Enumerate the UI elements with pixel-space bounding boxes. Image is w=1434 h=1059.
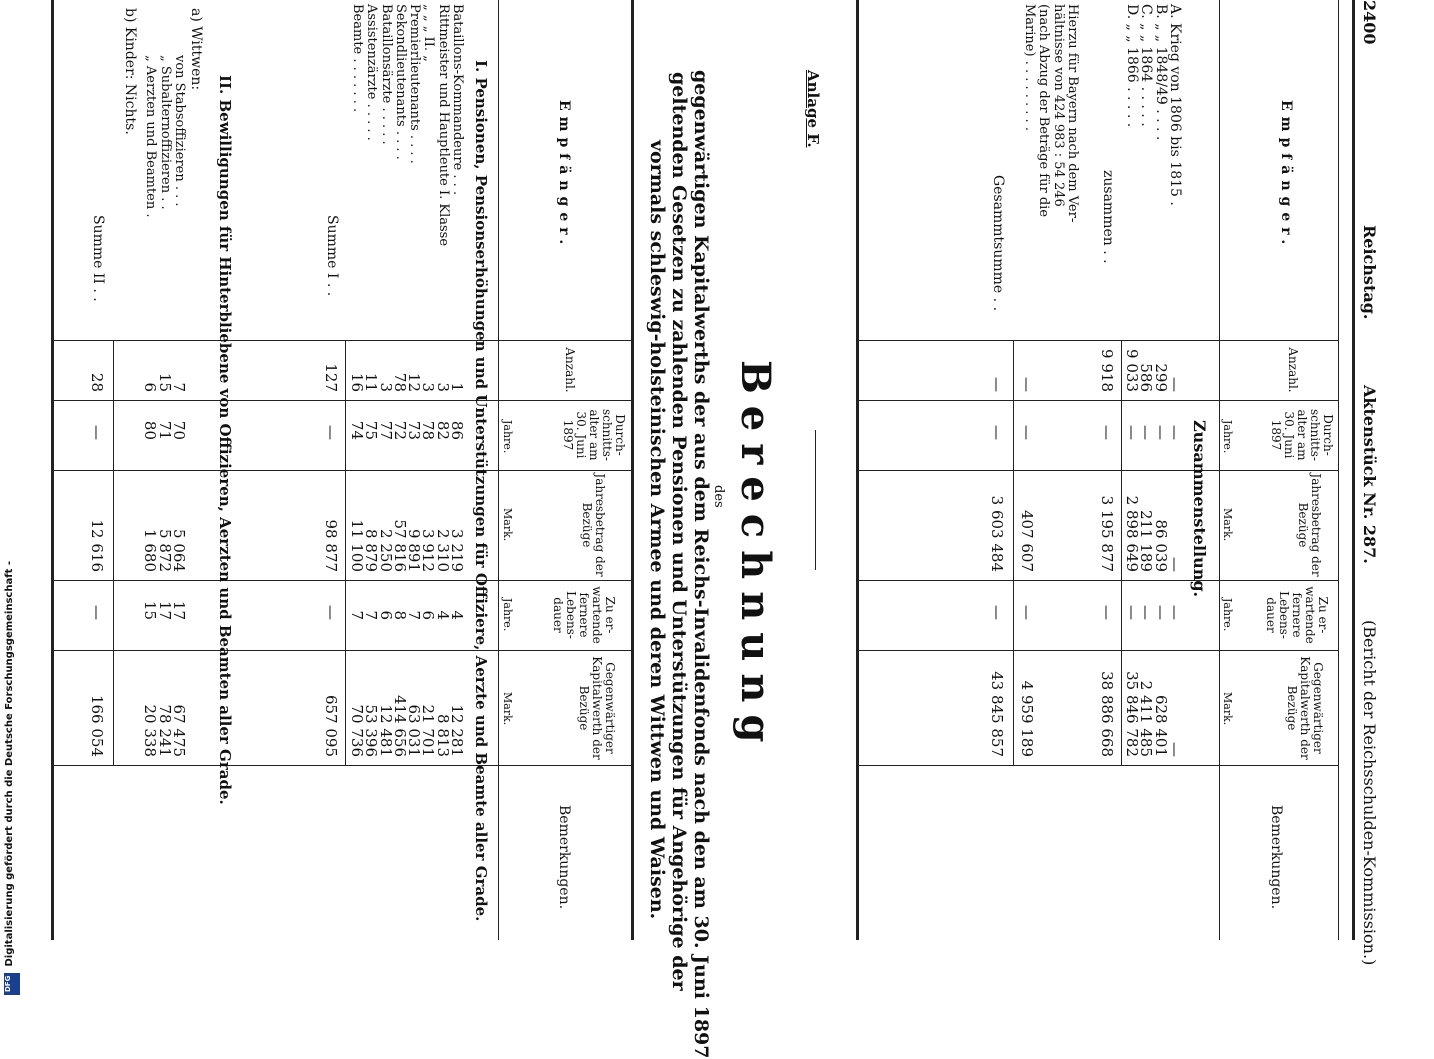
col-count-header: Anzahl. [1286,347,1300,393]
intro-text: gegenwärtigen Kapitalwerths der aus dem Reichs-Invalidenfonds nach den am 30. Juni 1897 geltenden Gesetzen zu zahlenden Pensionen und Unterstützungen für Angehörige der vormals schleswig-holsteinischen Armee und deren Wittwen und Waisen. [646,70,712,1059]
col-age-header: Durch-schnitts-alter am 30. Juni 1897 [1269,408,1335,462]
section1-duration-col: 4 4 6 7 8 6 7 7 [347,610,466,620]
header-rule [1352,0,1355,940]
section1-annual-col: 3 219 2 310 3 912 9 891 57 816 2 250 8 879 11 100 [347,519,466,572]
col-annual-unit: Mark. [1221,508,1234,542]
bavaria-count: — [1018,377,1036,392]
header-right: (Bericht der Reichsschulden-Kommission.) [1360,620,1379,966]
main-col-annual-unit: Mark. [501,508,514,542]
bavaria-annual: 407 607 [1018,509,1036,572]
subtotal-label: zusammen . . [1100,170,1116,264]
col-recipient-header: Empfänger. [1278,100,1294,251]
header-left: Reichstag. [1360,225,1379,320]
list-item: Premierlieutenants . . . . [407,4,423,164]
section1-title: I. Pensionen, Pensionserhöhungen und Unterstützungen für Offiziere, Aerzte und Beamte aller Grade. [472,60,490,922]
main-col-count-header: Anzahl. [563,347,577,393]
main-col-capital-header: Gegenwärtiger Kapitalwerth der Bezüge [577,656,617,760]
list-item: Bataillons-Kommandeure . . . [450,4,465,196]
list-item: Sekondlieutenants . . . . [392,4,408,160]
credit-text: Digitalisierung gefördert durch die Deutsche Forschungsgemeinschaft - [4,561,15,967]
section2-sum-label: Summe II . . [90,215,106,302]
summary-duration-col: — — — — [1123,605,1184,620]
section2-duration-col: 17 17 15 [141,600,188,620]
list-item: Bataillonsärzte . . . . . [378,4,394,145]
col-annual-header: Jahresbetrag der Bezüge [1296,473,1323,577]
summary-capital-col: — 628 401 2 411 485 35 846 782 [1123,671,1184,757]
list-item: Beamte . . . . . . . [349,4,365,113]
section2-a-label: a) Wittwen: [188,8,204,91]
section1-sum-label: Summe I . . [324,215,340,297]
list-item: Assistenzärzte . . . . . [364,4,380,141]
summary-labels [1125,4,1182,339]
list-item: C. „ „ 1864 . . . . . [1138,4,1155,127]
subtotal-capital: 38 886 668 [1098,671,1116,757]
section1-sum-annual: 98 877 [322,519,340,572]
bavaria-age: — [1018,425,1036,440]
list-item: A. Krieg von 1806 bis 1815 . [1167,4,1183,206]
total-duration: — [988,605,1006,620]
document-title: Berechnung [732,360,779,755]
section1-sum-duration: — [322,605,340,620]
summary-section-title: Zusammenstellung. [1190,420,1209,598]
list-item: Rittmeister und Hauptleute I. Klasse [435,4,451,247]
section2-age-col: 70 71 80 [141,420,188,440]
main-col-remarks-header: Bemerkungen. [556,805,572,910]
main-col-duration-unit: Jahre. [501,598,514,632]
list-item: „ Aerzten und Beamten . [143,55,159,218]
digitization-credit [4,5,20,995]
section1-sum-count: 127 [322,363,340,392]
header-center: Aktenstück Nr. 287. [1360,385,1379,564]
col-capital-unit: Mark. [1221,692,1234,726]
subtotal-duration: — [1098,605,1116,620]
title-des: des [711,485,726,508]
total-age: — [988,425,1006,440]
section1-labels [350,4,464,339]
section2-sum-duration: — [88,605,106,620]
section2-capital-col: 67 475 78 241 20 338 [141,704,188,757]
summary-annual-col: — 86 039 211 189 2 898 649 [1123,495,1184,572]
section1-sum-age: — [322,425,340,440]
bavaria-label: Hierzu für Bayern nach dem Ver- hältnisse von 424 983 : 54 246 (nach Abzug der Beträge für die Marine) . . . . . . . . . [1022,4,1080,223]
list-item: „ Subalternoffizieren . . [157,55,173,210]
col-duration-unit: Jahre. [1221,598,1234,632]
main-col-duration-header: Zu er-wartende fernere Lebens-dauer [551,586,617,644]
main-col-recipient-header: Empfänger. [556,100,572,251]
section2-sum-count: 28 [88,372,106,392]
summary-age-col: — — — — [1123,425,1184,440]
subtotal-count: 9 918 [1098,349,1116,392]
col-capital-header: Gegenwärtiger Kapitalwerth der Bezüge [1285,656,1325,760]
subtotal-annual: 3 195 877 [1098,495,1116,572]
section1-capital-col: 12 281 8 813 21 701 63 031 414 656 12 481 53 396 70 736 [347,694,466,757]
subtotal-age: — [1098,425,1116,440]
section1-sum-capital: 657 095 [322,694,340,757]
summary-count-col: — 299 586 9 033 [1123,349,1184,392]
col-remarks-header: Bemerkungen. [1268,805,1284,910]
bavaria-capital: 4 959 189 [1018,680,1036,757]
main-col-age-header: Durch-schnitts-alter am 30. Juni 1897 [561,408,627,462]
main-col-annual-header: Jahresbetrag der Bezüge [580,473,607,577]
main-col-age-unit: Jahre. [501,420,514,454]
title-rule [815,430,816,570]
bavaria-duration: — [1018,605,1036,620]
list-item: D. „ „ 1866 . . . . . [1124,4,1141,128]
total-label: Gesammtsumme . . [990,175,1006,312]
main-col-capital-unit: Mark. [501,692,514,726]
dfg-logo-icon: DFG [4,973,20,995]
section2-sum-annual: 12 616 [88,519,106,572]
section2-annual-col: 5 064 5 872 1 680 [141,529,188,572]
section2-title: II. Bewilligungen für Hinterbliebene von Offizieren, Aerzten und Beamten aller Grade. [216,75,234,805]
list-item: von Stabsoffizieren . . . [172,55,187,207]
total-annual: 3 603 484 [988,495,1006,572]
section2-sum-capital: 166 054 [88,694,106,757]
list-item: „ „ „ II. „ [421,4,437,62]
total-count: — [988,377,1006,392]
section2-b-label: b) Kinder: Nichts. [122,8,138,135]
list-item: B. „ „ 1848/49 . . . . [1152,4,1169,141]
section2-labels [143,55,186,340]
page-number: 2400 [1360,0,1379,45]
total-capital: 43 845 857 [988,671,1006,757]
section1-age-col: 86 82 78 73 72 77 75 74 [347,420,466,440]
section2-sum-age: — [88,425,106,440]
annex-label: Anlage F. [804,70,822,148]
col-duration-header: Zu er-wartende fernere Lebens-dauer [1264,586,1330,644]
col-age-unit: Jahre. [1221,420,1234,454]
section1-count-col: 1 3 3 12 78 3 11 16 [347,372,466,392]
section2-count-col: 7 15 6 [141,372,188,392]
